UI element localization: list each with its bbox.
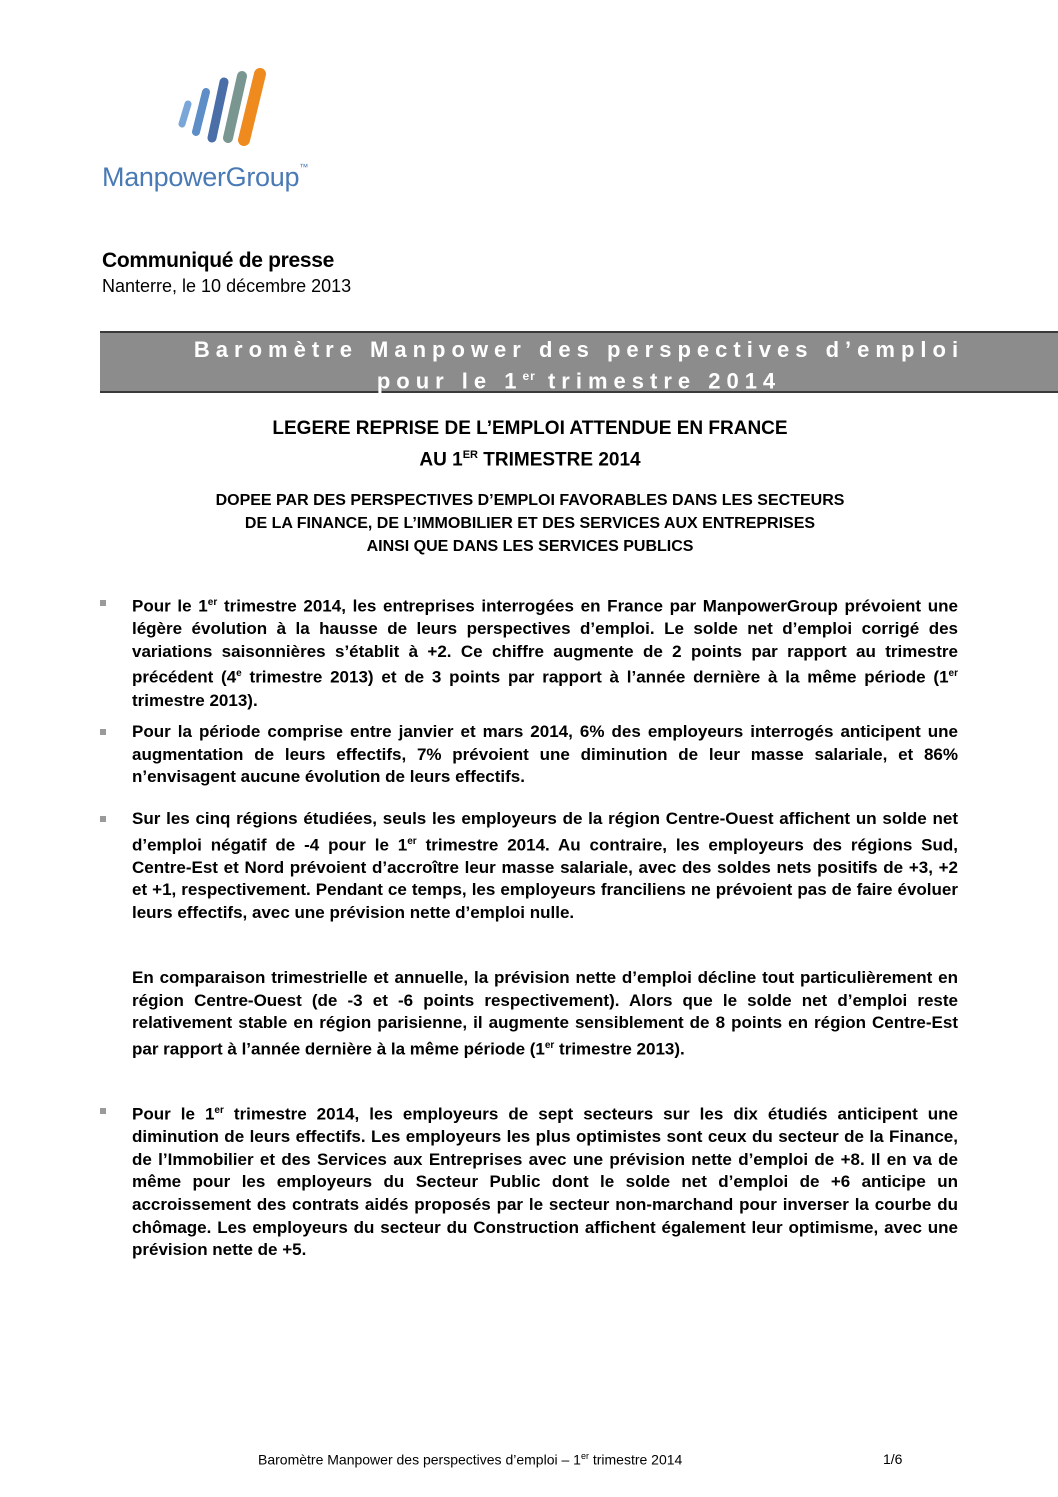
paragraph-2: Pour la période comprise entre janvier et mars 2014, 6% des employeurs interrogés anticipent une augmentation de leurs effectifs, 7% prévoient une diminution de leur masse salariale, et 86% n’envisagent aucune évolution de leurs effectifs. xyxy=(132,722,958,787)
bullet-marker xyxy=(100,729,106,735)
manpower-stripes-icon xyxy=(172,68,272,154)
subheadline xyxy=(100,489,960,558)
banner-line-2: pour le 1er trimestre 2014 xyxy=(376,368,782,394)
headline-line-2: AU 1ER TRIMESTRE 2014 xyxy=(419,449,641,471)
page-number: 1/6 xyxy=(883,1451,903,1467)
footer-title: Baromètre Manpower des perspectives d’emploi – 1er trimestre 2014 xyxy=(258,1451,683,1468)
press-release-label: Communiqué de presse xyxy=(102,249,335,272)
bullet-marker xyxy=(100,1108,106,1114)
press-release-date: Nanterre, le 10 décembre 2013 xyxy=(102,276,352,296)
company-logo xyxy=(100,58,352,198)
headline-line-1: LEGERE REPRISE DE L’EMPLOI ATTENDUE EN FRANCE xyxy=(272,418,788,439)
headline xyxy=(100,416,960,473)
bullet-marker xyxy=(100,600,106,606)
paragraph-1: Pour le 1er trimestre 2014, les entreprises interrogées en France par ManpowerGroup prévoient une légère évolution à la hausse de leurs perspectives d’emploi. Le solde net d’emploi corrigé des variations saisonnières s’établit à +2. Ce chiffre augmente de 2 points par rapport au trimestre précédent (4e trimestre 2013) et de 3 points par rapport à l’année dernière à la même période (1er trimestre 2013). xyxy=(132,596,958,710)
paragraph-3: Sur les cinq régions étudiées, seuls les employeurs de la région Centre-Ouest affichent un solde net d’emploi négatif de -4 pour le 1er trimestre 2014. Au contraire, les employeurs des régions Sud, Centre-Est et Nord prévoient d’accroître leur masse salariale, avec des soldes nets positifs de +3, +2 et +1, respectivement. Pendant ce temps, les employeurs franciliens ne prévoient pas de faire évoluer leurs effectifs, avec une prévision nette d’emploi nulle. xyxy=(132,809,958,923)
subheadline-line-3: AINSI QUE DANS LES SERVICES PUBLICS xyxy=(366,538,694,555)
paragraph-4: En comparaison trimestrielle et annuelle, la prévision nette d’emploi décline tout particulièrement en région Centre-Ouest (de -3 et -6 points respectivement). Alors que le solde net d’emploi reste relativement stable en région parisienne, il augmente sensiblement de 8 points en région Centre-Est par rapport à l’année dernière à la même période (1er trimestre 2013). xyxy=(132,968,958,1059)
subheadline-line-1: DOPEE PAR DES PERSPECTIVES D’EMPLOI FAVORABLES DANS LES SECTEURS xyxy=(215,492,845,509)
title-banner xyxy=(100,331,1058,393)
logo-wordmark: ManpowerGroup™ xyxy=(102,162,308,192)
paragraph-5: Pour le 1er trimestre 2014, les employeurs de sept secteurs sur les dix étudiés anticipent une diminution de leurs effectifs. Les employeurs les plus optimistes sont ceux du secteur de la Finance, de l’Immobilier et des Services aux Entreprises avec une prévision nette d’emploi de +8. Il en va de même pour les employeurs du Secteur Public dont le solde net d’emploi de +6 anticipe un accroissement des contrats aidés proposés par le secteur non-marchand pour inverser la courbe du chômage. Les employeurs du secteur du Construction affichent également leur optimisme, avec une prévision nette de +5. xyxy=(132,1104,958,1260)
banner-line-1: Baromètre Manpower des perspectives d’emploi xyxy=(193,337,965,362)
subheadline-line-2: DE LA FINANCE, DE L’IMMOBILIER ET DES SERVICES AUX ENTREPRISES xyxy=(244,515,816,532)
bullet-marker xyxy=(100,816,106,822)
